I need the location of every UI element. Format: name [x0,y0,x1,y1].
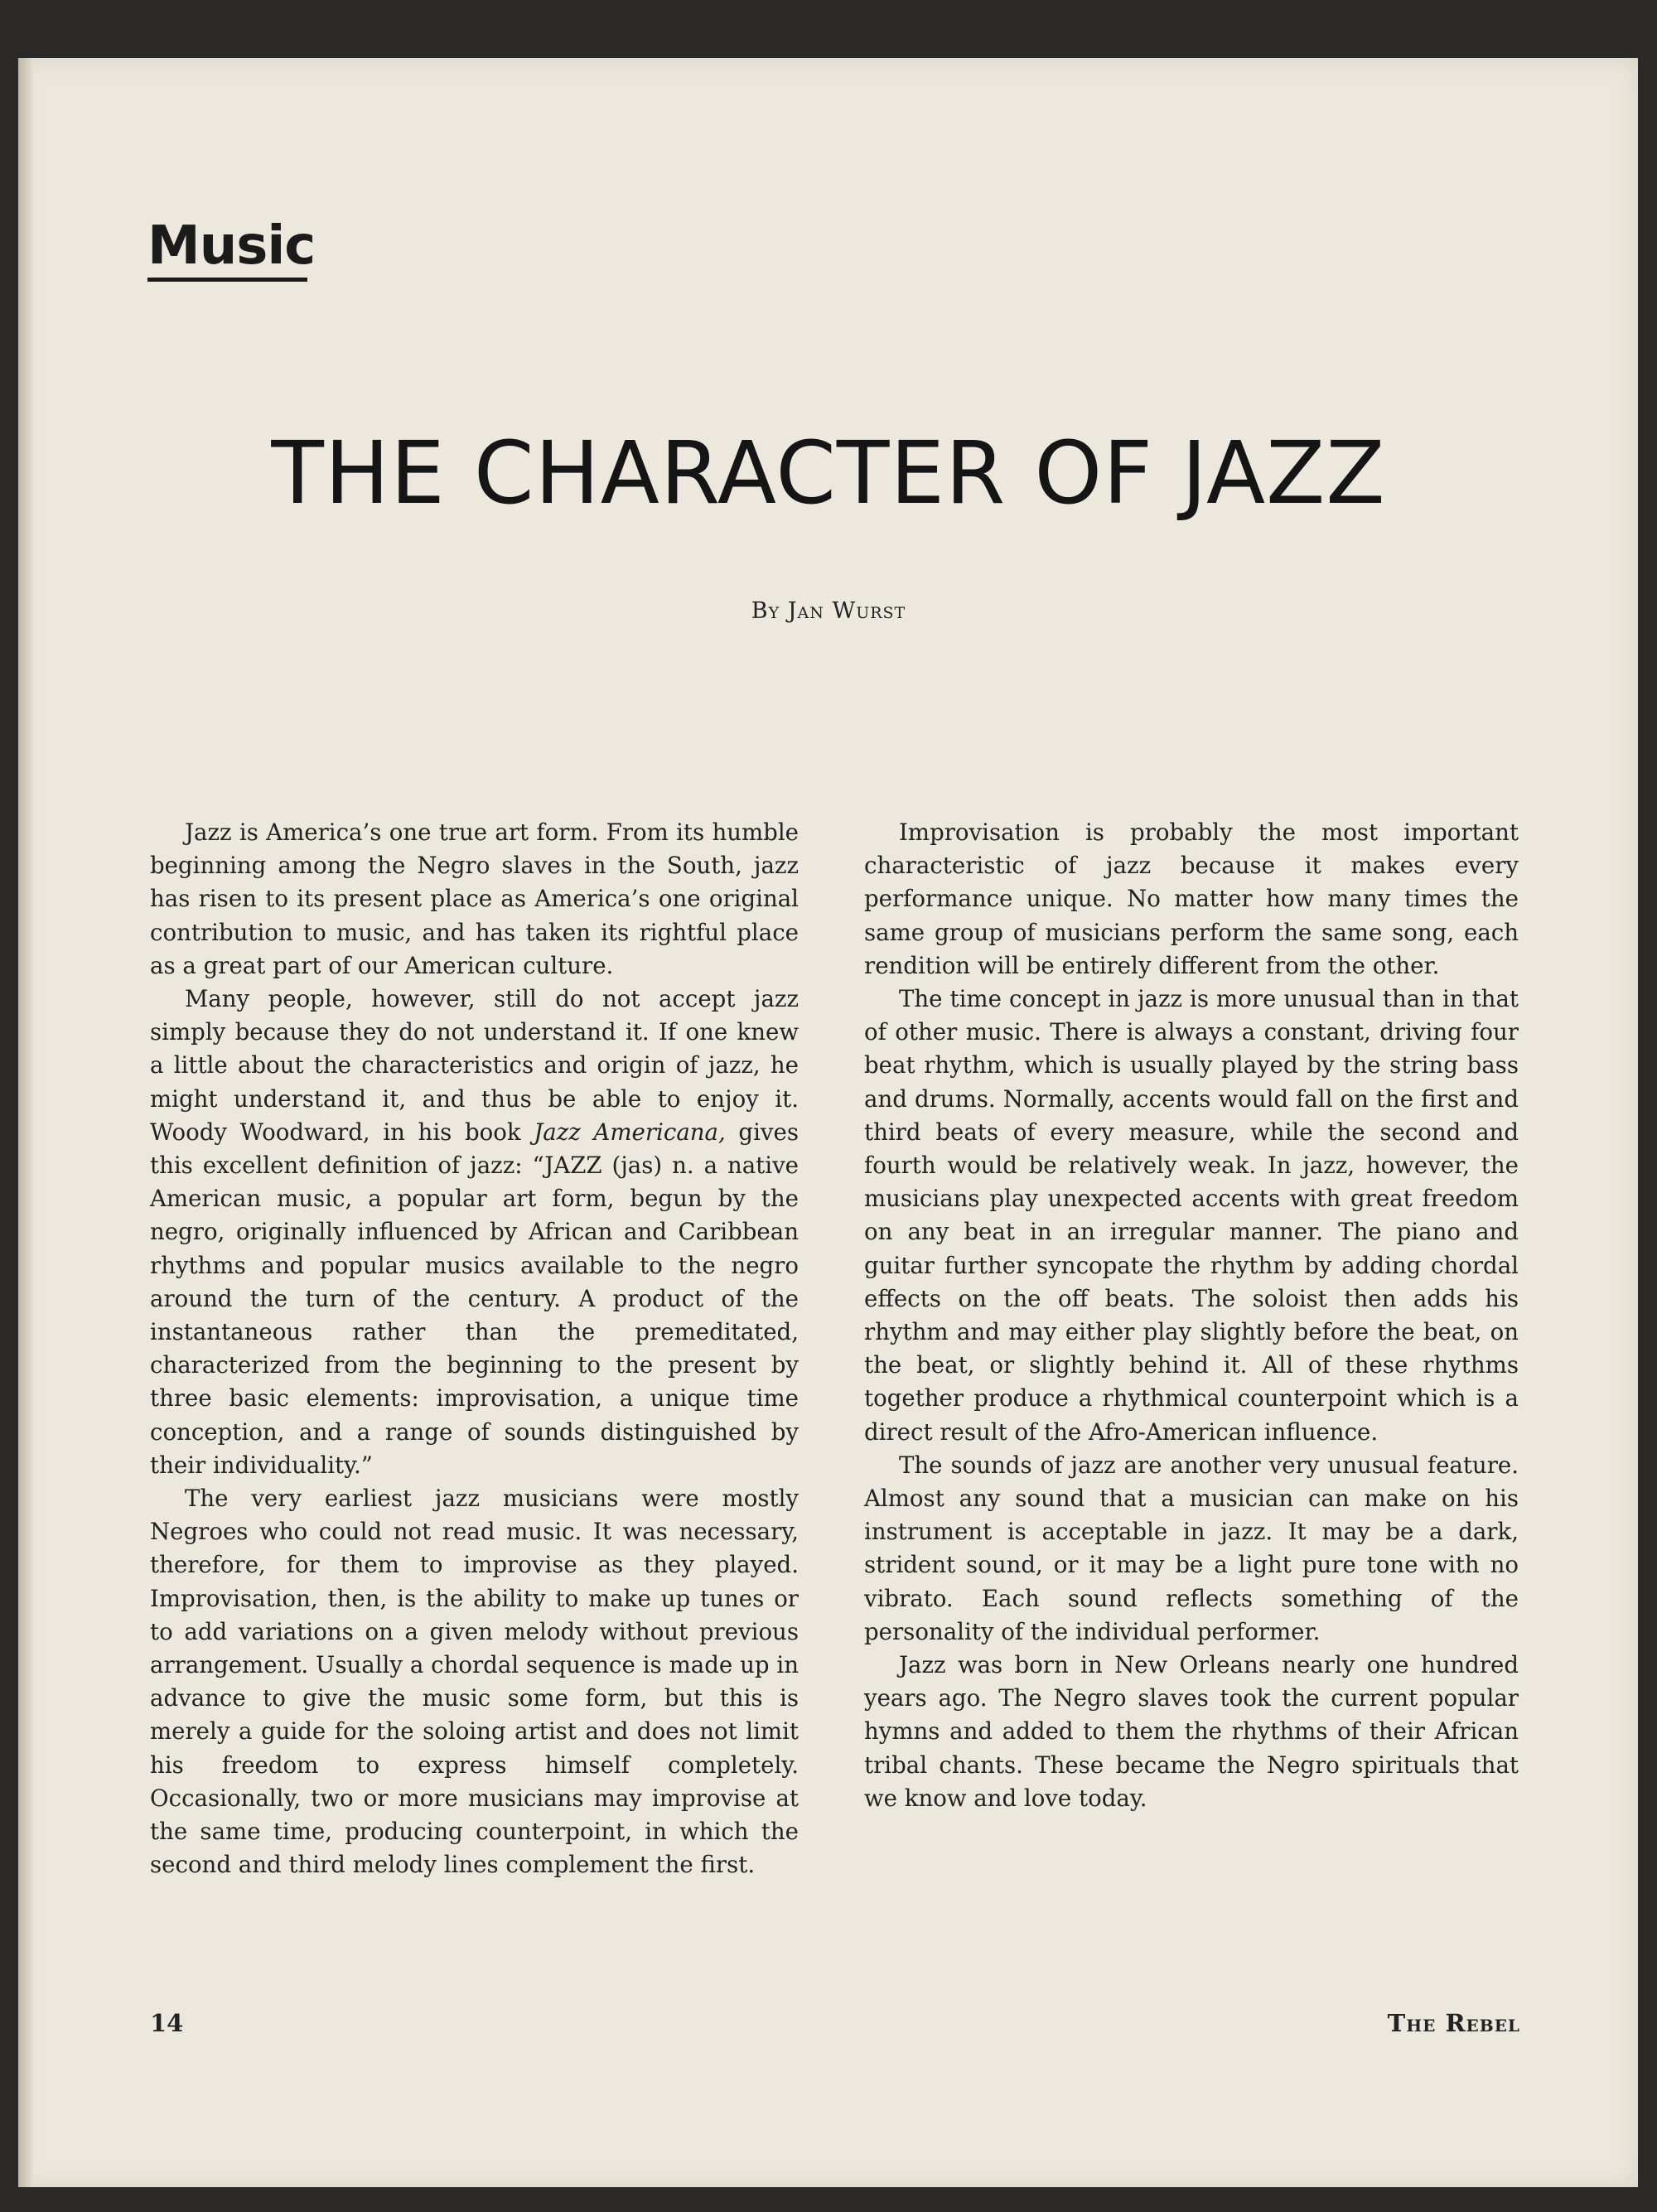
paragraph: The sounds of jazz are another very unusual feature. Almost any sound that a musician can make on his instrument is acceptable in jazz. It may be a dark, strident sound, or it may be a light pure tone with no vibrato. Each sound reflects something of the personality of the individual performer. [864,1451,1519,1645]
article-byline: By Jan Wurst [751,598,906,624]
section-label: Music [147,215,316,277]
book-title: Jazz Americana, [534,1118,726,1146]
page-number: 14 [150,2009,184,2037]
right-column [864,816,1519,1815]
publication-name: The Rebel [1387,2009,1520,2037]
paragraph: Jazz was born in New Orleans nearly one hundred years ago. The Negro slaves took the current popular hymns and added to them the rhythms of their African tribal chants. These became the Negro spirituals that we know and love today. [864,1651,1519,1812]
page-binding-edge [18,58,33,2187]
paragraph [150,983,799,1482]
article-title: THE CHARACTER OF JAZZ [271,423,1386,524]
section-underline [147,278,307,282]
left-column [150,816,799,1882]
paragraph: The very earliest jazz musicians were mostly Negroes who could not read music. It was necessary, therefore, for them to improvise as they played. Improvisation, then, is the ability to make up tunes or to add variations on a given melody without previous arrangement. Usually a chordal sequence is made up in advance to give the music some form, but this is merely a guide for the soloing artist and does not limit his freedom to express himself completely. Occasionally, two or more musicians may improvise at the same time, producing counterpoint, in which the second and third melody lines complement the first. [150,1485,799,1879]
paragraph-text: Many people, however, still do not accept jazz simply because they do not understand it. If one knew a little about the characteristics and origin of jazz, he might understand it, and thus be able to enjoy it. Woody Woodward, in his book [150,985,799,1146]
paragraph: The time concept in jazz is more unusual than in that of other music. There is always a constant, driving four beat rhythm, which is usually played by the string bass and drums. Normally, accents would fall on the first and third beats of every measure, while the second and fourth would be relatively weak. In jazz, however, the musicians play unexpected accents with great freedom on any beat in an irregular manner. The piano and guitar further syncopate the rhythm by adding chordal effects on the off beats. The soloist then adds his rhythm and may either play slightly before the beat, on the beat, or slightly behind it. All of these rhythms together produce a rhythmical counterpoint which is a direct result of the Afro-American influence. [864,985,1519,1446]
paragraph: Improvisation is probably the most important characteristic of jazz because it makes every performance unique. No matter how many times the same group of musicians perform the same song, each rendition will be entirely different from the other. [864,819,1519,979]
paragraph-text: gives this excellent definition of jazz: “JAZZ (jas) n. a native American music, a popular art form, begun by the negro, originally influenced by African and Caribbean rhythms and popular musics available to the negro around the turn of the century. A product of the instantaneous rather than the premeditated, characterized from the beginning to the present by three basic elements: improvisation, a unique time conception, and a range of sounds distinguished by their individuality.” [150,1118,799,1479]
paragraph: Jazz is America’s one true art form. From its humble beginning among the Negro slaves in the South, jazz has risen to its present place as America’s one original contribution to music, and has taken its rightful place as a great part of our American culture. [150,819,799,979]
